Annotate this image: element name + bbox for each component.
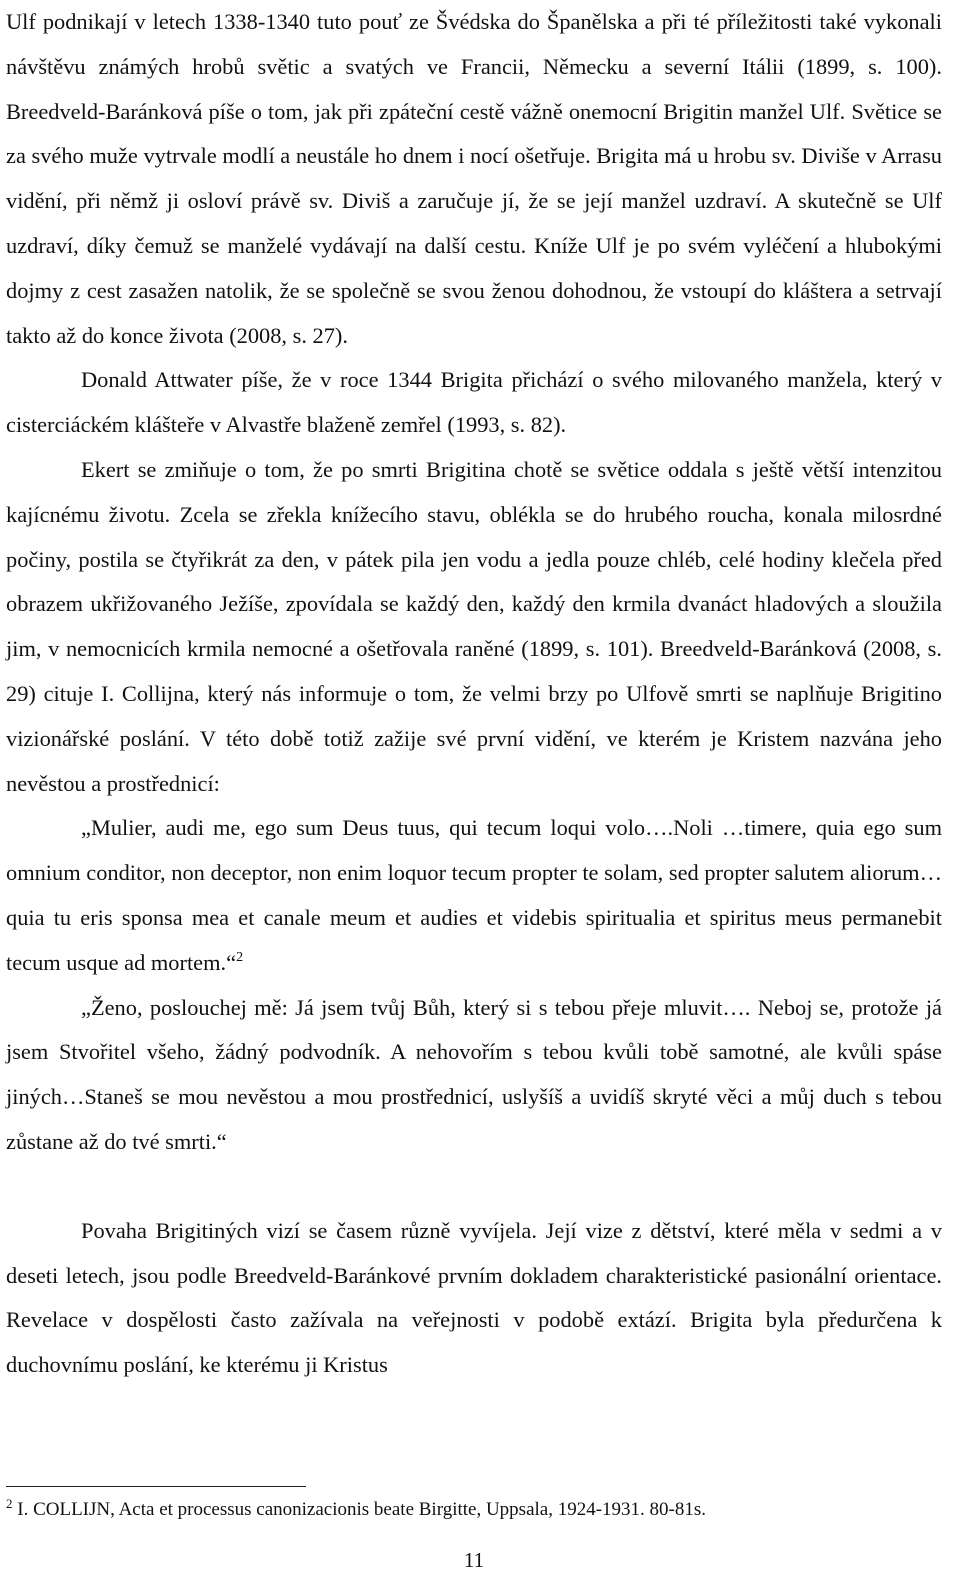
body-text [6,0,942,1388]
paragraph-ekert: Ekert se zmiňuje o tom, že po smrti Brigitina chotě se světice oddala s ještě větší intenzitou kajícnému životu. Zcela se zřekla knížecího stavu, oblékla se do hrubého roucha, konala milosrdné počiny, postila se čtyřikrát za den, v pátek pila jen vodu a jedla pouze chléb, celé hodiny klečela před obrazem ukřižovaného Ježíše, zpovídala se každý den, každý den krmila dvanáct hladových a sloužila jim, v nemocnicích krmila nemocné a ošetřovala raněné (1899, s. 101). Breedveld-Baránková (2008, s. 29) cituje I. Collijna, který nás informuje o tom, že velmi brzy po Ulfově smrti se naplňuje Brigitino vizionářské poslání. V této době totiž zažije své první vidění, ve kterém je Kristem nazvána jeho nevěstou a prostřednicí: [6,456,942,796]
czech-translation-quotation: „Ženo, poslouchej mě: Já jsem tvůj Bůh, který si s tebou přeje mluvit…. Neboj se, protože já jsem Stvořitel všeho, žádný podvodník. A nehovořím s tebou kvůli tobě samotné, ale kvůli spáse jiných…Staneš se mou nevěstou a mou prostřednicí, uslyšíš a uvidíš skryté věci a můj duch s tebou zůstane až do tvé smrti.“ [6,994,942,1154]
latin-quotation [6,806,942,985]
footnote [6,1497,942,1523]
paragraph-attwater: Donald Attwater píše, že v roce 1344 Brigita přichází o svého milovaného manžela, který v cisterciáckém klášteře v Alvastře blaženě zemřel (1993, s. 82). [6,367,942,438]
footnote-divider [6,1486,306,1487]
page-number: 11 [463,1548,485,1572]
paragraph-ulf-pilgrimage: Ulf podnikají v letech 1338-1340 tuto pouť ze Švédska do Španělska a při té příležitosti také vykonali návštěvu známých hrobů světic a svatých ve Francii, Německu a severní Itálii (1899, s. 100). Breedveld-Baránková píše o tom, jak při zpáteční cestě vážně onemocní Brigitin manžel Ulf. Světice se za svého muže vytrvale modlí a neustále ho dnem i nocí ošetřuje. Brigita má u hrobu sv. Diviše v Arrasu vidění, při němž ji osloví právě sv. Diviš a zaručuje jí, že se její manžel uzdraví. A skutečně se Ulf uzdraví, díky čemuž se manželé vydávají na další cestu. Kníže Ulf je po svém vyléčení a hlubokými dojmy z cest zasažen natolik, že se společně se svou ženou dohodnou, že vstoupí do kláštera a setrvají takto až do konce života (2008, s. 27). [6,9,942,348]
paragraph-visions: Povaha Brigitiných vizí se časem různě vyvíjela. Její vize z dětství, které měla v sedmi a v deseti letech, jsou podle Breedveld-Baránkové prvním dokladem charakteristické pasionální orientace. Revelace v dospělosti často zažívala na veřejnosti v podobě extází. Brigita byla předurčena k duchovnímu poslání, ke kterému ji Kristus [6,1217,942,1378]
document-page [6,0,942,1593]
footnote-text: I. COLLIJN, Acta et processus canonizacionis beate Birgitte, Uppsala, 1924-1931. 80-81s. [17,1499,707,1520]
latin-quotation-text: „Mulier, audi me, ego sum Deus tuus, qui tecum loqui volo….Noli …timere, quia ego sum omnium conditor, non deceptor, non enim loquor tecum propter te solam, sed propter salutem aliorum…quia tu eris sponsa mea et canale meum et audies et videbis spiritualia et spiritus meus permanebit tecum usque ad mortem.“ [6,815,942,975]
footnote-number: 2 [6,1496,13,1511]
footnote-reference: 2 [236,949,244,965]
